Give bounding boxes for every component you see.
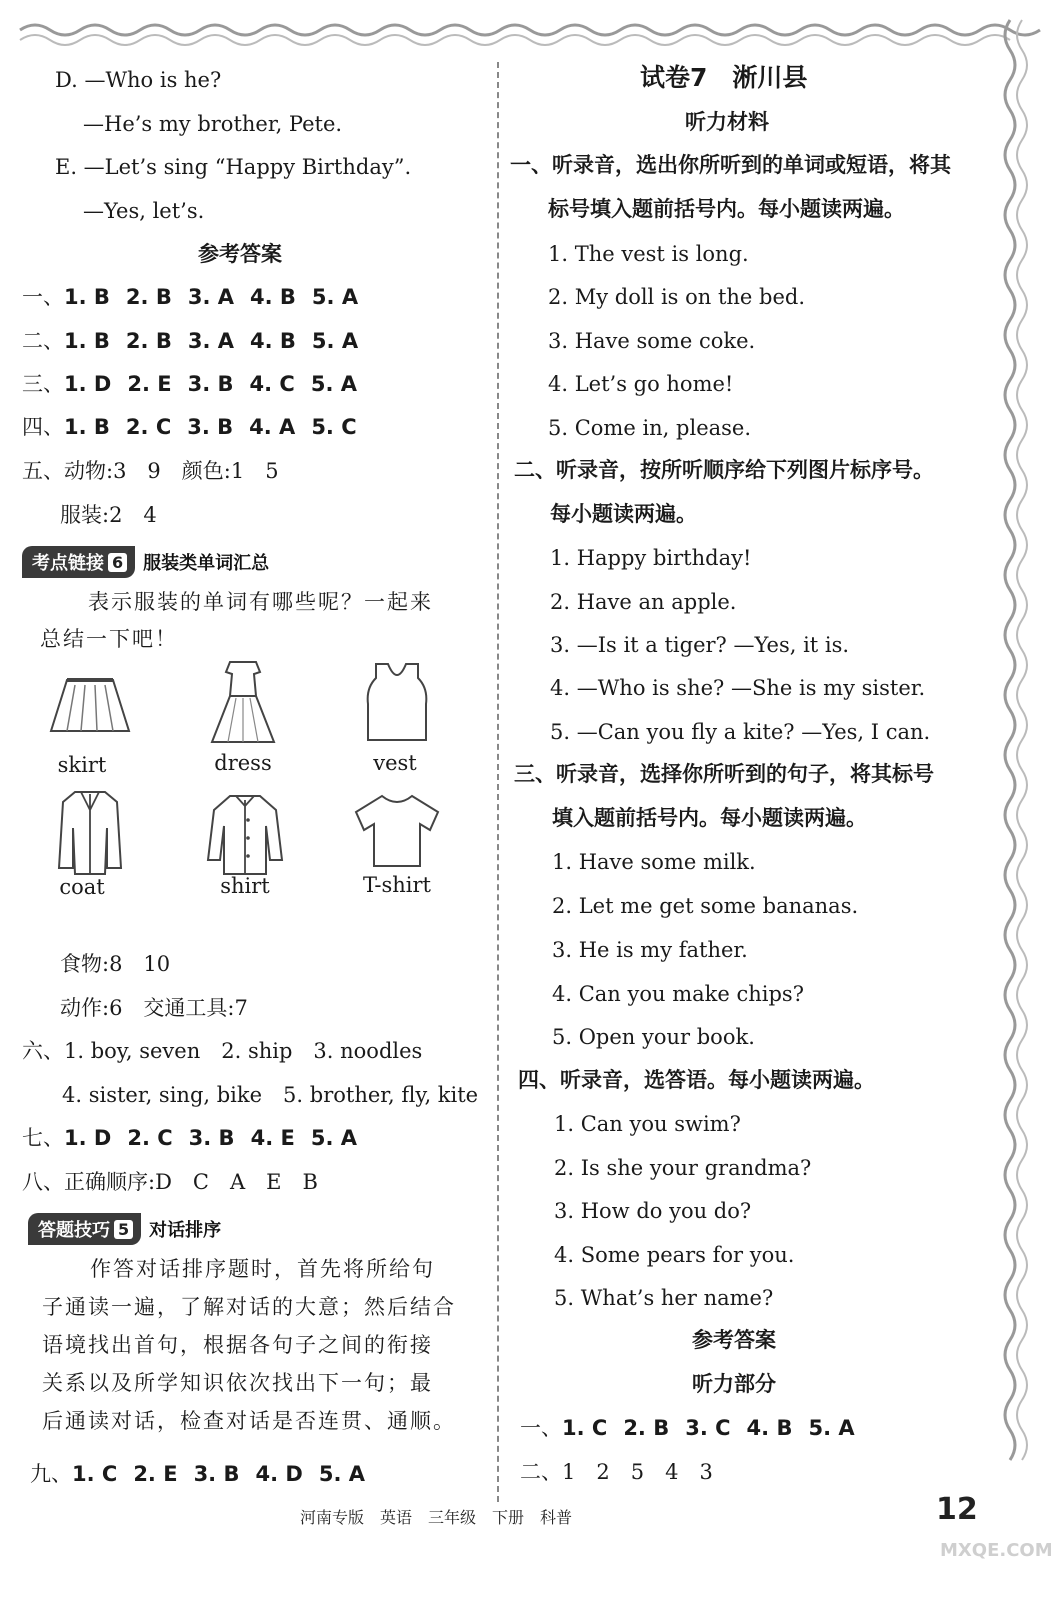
question-item: 4. Some pears for you.	[554, 1243, 795, 1267]
answer-row-6a: 六、1. boy, seven 2. ship 3. noodles	[22, 1039, 423, 1063]
answer-row: 一、1. B 2. B 3. A 4. B 5. A	[22, 285, 359, 309]
question-item: 5. —Can you fly a kite? —Yes, I can.	[550, 720, 931, 744]
jiqiao-text: 语境找出首句，根据各句子之间的衔接	[42, 1333, 433, 1357]
question-item: 2. Have an apple.	[550, 590, 737, 614]
answer-row-5-clothes: 服装:2 4	[60, 503, 157, 527]
skirt-icon	[45, 665, 135, 755]
question-heading: 三、听录音，选择你所听到的句子，将其标号	[514, 762, 934, 786]
t-shirt-icon	[352, 790, 442, 880]
question-item: 4. Let’s go home!	[548, 372, 734, 396]
coat-icon	[45, 788, 135, 878]
dialogue-line: —Yes, let’s.	[83, 199, 205, 223]
question-item: 3. He is my father.	[552, 938, 748, 962]
food-line: 食物:8 10	[60, 952, 171, 976]
dialogue-line: D. —Who is he?	[55, 68, 222, 92]
watermark: MXQE.COM	[940, 1540, 1053, 1561]
answer-heading: 参考答案	[692, 1328, 776, 1352]
clothing-label: coat	[59, 875, 105, 899]
question-item: 4. Can you make chips?	[552, 982, 804, 1006]
jiqiao-text: 作答对话排序题时，首先将所给句	[90, 1257, 435, 1281]
answer-row-8: 八、正确顺序:D C A E B	[22, 1170, 318, 1194]
answer-row-5: 五、动物:3 9 颜色:1 5	[22, 459, 279, 483]
clothing-label: skirt	[57, 753, 107, 777]
question-heading: 一、听录音，选出你所听到的单词或短语，将其	[510, 153, 951, 177]
kaodian-text: 表示服装的单词有哪些呢？一起来	[88, 590, 433, 614]
answer-row-9: 九、1. C 2. E 3. B 4. D 5. A	[30, 1462, 365, 1486]
jiqiao-badge: 答题技巧 5 对话排序	[28, 1213, 221, 1245]
dialogue-line: —He’s my brother, Pete.	[83, 112, 343, 136]
answer-row: 二、1 2 5 4 3	[520, 1460, 713, 1484]
answer-row-6b: 4. sister, sing, bike 5. brother, fly, kite	[62, 1083, 479, 1107]
answer-row: 二、1. B 2. B 3. A 4. B 5. A	[22, 329, 359, 353]
dialogue-line: E. —Let’s sing “Happy Birthday”.	[55, 155, 412, 179]
answer-row: 四、1. B 2. C 3. B 4. A 5. C	[22, 415, 357, 439]
jiqiao-text: 子通读一遍，了解对话的大意；然后结合	[42, 1295, 456, 1319]
question-heading: 标号填入题前括号内。每小题读两遍。	[548, 197, 905, 221]
question-heading: 二、听录音，按所听顺序给下列图片标序号。	[514, 458, 934, 482]
question-item: 1. Have some milk.	[552, 850, 756, 874]
kaodian-text: 总结一下吧！	[40, 627, 178, 651]
question-item: 3. How do you do?	[554, 1199, 752, 1223]
question-item: 5. Open your book.	[552, 1025, 755, 1049]
jiqiao-text: 后通读对话，检查对话是否连贯、通顺。	[42, 1409, 456, 1433]
clothing-label: vest	[373, 751, 417, 775]
answer-row: 一、1. C 2. B 3. C 4. B 5. A	[520, 1416, 855, 1440]
question-item: 3. —Is it a tiger? —Yes, it is.	[550, 633, 850, 657]
answer-row: 三、1. D 2. E 3. B 4. C 5. A	[22, 372, 357, 396]
question-item: 1. Happy birthday!	[550, 546, 752, 570]
question-heading: 四、听录音，选答语。每小题读两遍。	[518, 1068, 875, 1092]
clothing-label: dress	[214, 751, 272, 775]
question-item: 2. Let me get some bananas.	[552, 894, 859, 918]
dress-icon	[198, 658, 288, 748]
footer-info: 河南专版 英语 三年级 下册 科普	[300, 1508, 573, 1527]
question-item: 5. Come in, please.	[548, 416, 752, 440]
answer-row-7: 七、1. D 2. C 3. B 4. E 5. A	[22, 1126, 357, 1150]
question-item: 1. Can you swim?	[554, 1112, 741, 1136]
kaodian-badge: 考点链接 6 服装类单词汇总	[22, 546, 269, 578]
column-divider	[497, 62, 499, 1502]
question-item: 4. —Who is she? —She is my sister.	[550, 676, 926, 700]
question-heading: 每小题读两遍。	[550, 502, 697, 526]
answer-heading: 参考答案	[198, 242, 282, 266]
question-heading: 填入题前括号内。每小题读两遍。	[552, 806, 867, 830]
clothing-label: T-shirt	[363, 873, 431, 897]
vest-icon	[352, 658, 442, 748]
jiqiao-text: 关系以及所学知识依次找出下一句；最	[42, 1371, 433, 1395]
question-item: 5. What’s her name?	[554, 1286, 774, 1310]
question-item: 3. Have some coke.	[548, 329, 756, 353]
question-item: 2. Is she your grandma?	[554, 1156, 812, 1180]
section-subtitle: 听力材料	[685, 110, 769, 134]
clothing-label: shirt	[220, 874, 270, 898]
action-line: 动作:6 交通工具:7	[60, 996, 248, 1020]
shirt-icon	[200, 790, 290, 880]
listening-part-heading: 听力部分	[692, 1372, 776, 1396]
question-item: 2. My doll is on the bed.	[548, 285, 806, 309]
paper-title: 试卷7 淅川县	[640, 63, 808, 92]
page-number: 12	[936, 1492, 978, 1527]
question-item: 1. The vest is long.	[548, 242, 749, 266]
